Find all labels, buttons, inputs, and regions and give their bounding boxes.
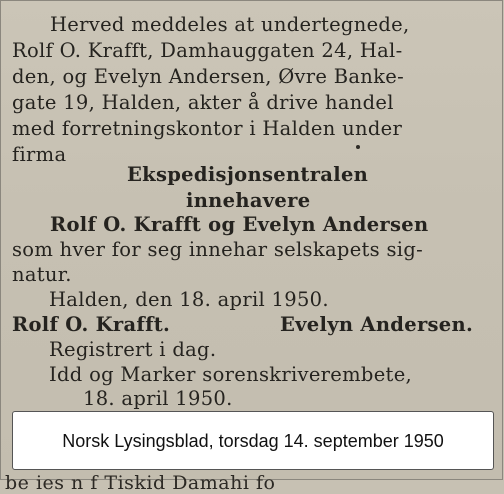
notice-line-2: Rolf O. Krafft, Damhauggaten 24, Hal- — [12, 39, 403, 62]
notice-line-11: natur. — [12, 263, 72, 286]
notice-line-10: som hver for seg innehar selskapets sig- — [12, 238, 423, 261]
cut-off-text-line: be ies n f Tiskid Damahi fo — [5, 472, 276, 494]
company-name: Ekspedisjonsentralen — [127, 163, 369, 186]
notice-line-6: firma — [12, 143, 67, 166]
caption-box — [12, 411, 494, 470]
owners-heading: innehavere — [186, 189, 311, 212]
ink-speck — [356, 145, 360, 149]
notice-line-4: gate 19, Halden, akter å drive handel — [12, 91, 394, 114]
signature-andersen: Evelyn Andersen. — [280, 313, 474, 336]
owners-names: Rolf O. Krafft og Evelyn Andersen — [50, 213, 429, 236]
notice-text-block — [1, 1, 504, 481]
notice-line-5: med forretningskontor i Halden under — [12, 117, 403, 140]
notice-line-1: Herved meddeles at undertegnede, — [50, 13, 410, 36]
court-line: Idd og Marker sorenskriverembete, — [49, 363, 413, 386]
registered-line: Registrert i dag. — [49, 338, 217, 361]
caption-text: Norsk Lysingsblad, torsdag 14. september 1950 — [62, 431, 444, 451]
notice-line-3: den, og Evelyn Andersen, Øvre Banke- — [12, 65, 405, 88]
signature-krafft: Rolf O. Krafft. — [12, 313, 171, 336]
place-date-line: Halden, den 18. april 1950. — [49, 288, 329, 311]
court-date-line: 18. april 1950. — [83, 387, 233, 410]
cut-off-bottom-text — [1, 471, 504, 494]
